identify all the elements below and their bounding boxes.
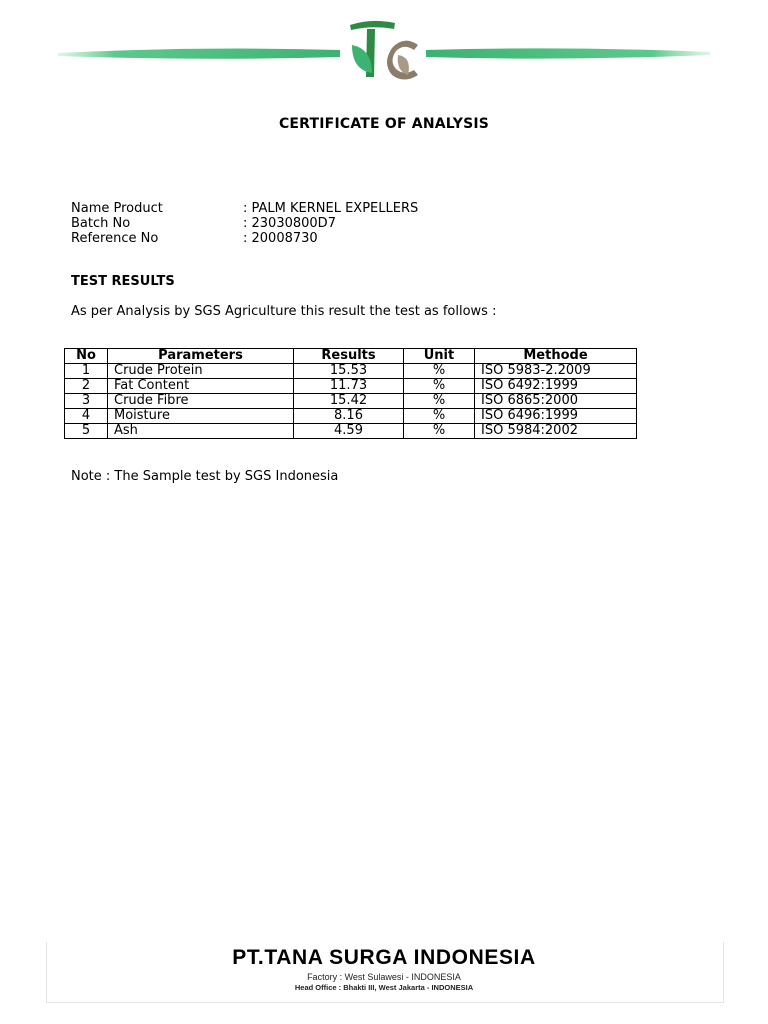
cell-method: ISO 6865:2000 (475, 394, 637, 409)
letterhead-header (0, 15, 768, 95)
info-value: : 20008730 (243, 231, 318, 246)
test-results-heading: TEST RESULTS (71, 274, 175, 289)
cell-no: 3 (65, 394, 108, 409)
info-value: : 23030800D7 (243, 216, 336, 231)
test-results-table (64, 348, 637, 439)
cell-unit: % (404, 409, 475, 424)
table-row (65, 379, 637, 394)
column-header-unit: Unit (404, 349, 475, 364)
cell-result: 8.16 (294, 409, 404, 424)
table-row (65, 424, 637, 439)
table-row (65, 394, 637, 409)
cell-parameter: Crude Fibre (108, 394, 294, 409)
cell-result: 15.42 (294, 394, 404, 409)
column-header-parameters: Parameters (108, 349, 294, 364)
cell-parameter: Moisture (108, 409, 294, 424)
cell-unit: % (404, 394, 475, 409)
info-value: : PALM KERNEL EXPELLERS (243, 201, 419, 216)
cell-result: 4.59 (294, 424, 404, 439)
cell-method: ISO 6492:1999 (475, 379, 637, 394)
cell-method: ISO 6496:1999 (475, 409, 637, 424)
company-name: PT.TANA SURGA INDONESIA (232, 946, 536, 969)
info-row-reference-no (71, 231, 418, 246)
cell-no: 4 (65, 409, 108, 424)
cell-unit: % (404, 424, 475, 439)
info-label: Reference No (71, 231, 159, 246)
cell-parameter: Crude Protein (108, 364, 294, 379)
right-green-band (426, 48, 710, 58)
analysis-intro-text: As per Analysis by SGS Agriculture this result the test as follows : (71, 304, 497, 319)
product-info (71, 201, 418, 246)
factory-address: Factory : West Sulawesi - INDONESIA (307, 972, 461, 982)
cell-no: 5 (65, 424, 108, 439)
column-header-results: Results (294, 349, 404, 364)
cell-method: ISO 5983-2.2009 (475, 364, 637, 379)
cell-method: ISO 5984:2002 (475, 424, 637, 439)
cell-parameter: Fat Content (108, 379, 294, 394)
sample-note: Note : The Sample test by SGS Indonesia (71, 469, 339, 484)
table-header-row (65, 349, 637, 364)
cell-no: 2 (65, 379, 108, 394)
cell-unit: % (404, 379, 475, 394)
info-row-batch-no (71, 216, 418, 231)
cell-parameter: Ash (108, 424, 294, 439)
cell-no: 1 (65, 364, 108, 379)
column-header-methode: Methode (475, 349, 637, 364)
info-label: Batch No (71, 216, 131, 231)
info-label: Name Product (71, 201, 163, 216)
cell-result: 15.53 (294, 364, 404, 379)
column-header-no: No (65, 349, 108, 364)
left-green-band (58, 49, 340, 59)
cell-unit: % (404, 364, 475, 379)
letterhead-graphic (0, 15, 768, 95)
info-row-name-product (71, 201, 418, 216)
head-office-address: Head Office : Bhakti III, West Jakarta - INDONESIA (294, 983, 474, 992)
document-title: CERTIFICATE OF ANALYSIS (278, 116, 490, 132)
cell-result: 11.73 (294, 379, 404, 394)
tsi-leaf-logo-icon (350, 21, 418, 80)
table-row (65, 364, 637, 379)
table-row (65, 409, 637, 424)
